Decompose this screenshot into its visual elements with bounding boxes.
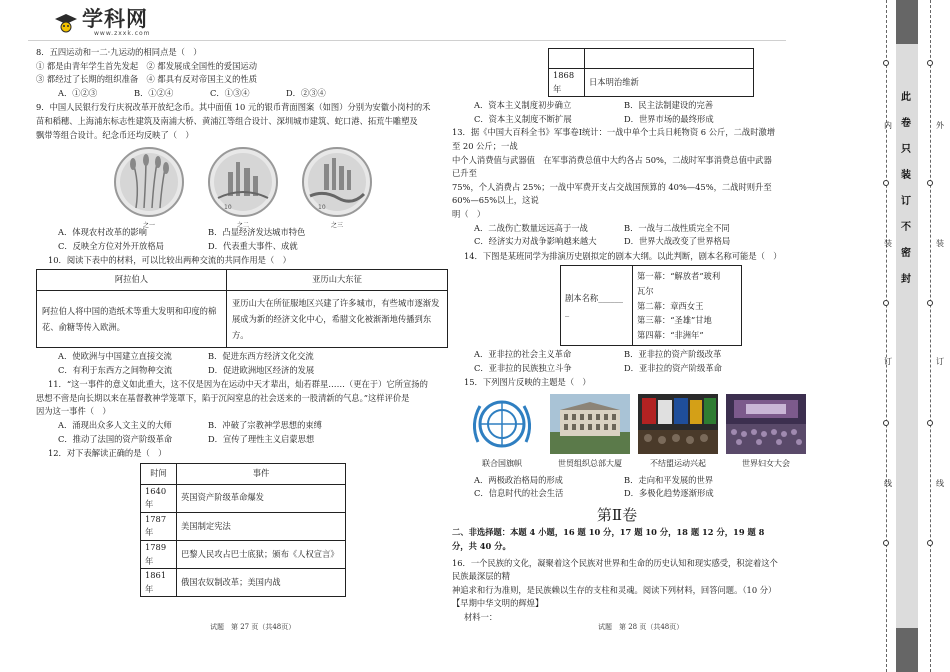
q13-option-c[interactable]: C．经济实力对战争影响越来越大	[474, 236, 597, 247]
punch-hole-marker	[927, 180, 933, 186]
q14-name-label: 剧本名称______	[565, 293, 624, 304]
q15-option-d[interactable]: D．多极化趋势逐渐形成	[624, 488, 714, 499]
outer-zhuang: 装	[936, 239, 944, 248]
q14-acts-cell	[633, 266, 742, 346]
q12-event-1: 英国资产阶级革命爆发	[177, 484, 346, 512]
question-11	[36, 378, 448, 446]
question-12	[36, 447, 448, 597]
q10-head-right: 亚历山大东征	[227, 269, 448, 290]
q13-option-d[interactable]: D．世界大战改变了世界格局	[624, 236, 731, 247]
inner-cut-line	[886, 0, 887, 672]
inner-label: 内	[884, 121, 892, 130]
q11-option-c[interactable]: C．推动了法国的资产阶级革命	[58, 433, 173, 444]
q9-stem-2: 苗和稻穗、上海浦东标志性建筑及南浦大桥、黄浦江等组合设计、深圳城市建筑、蛇口港、拓荒牛雕塑及	[36, 115, 418, 126]
part-2-title: 第Ⅱ卷	[596, 505, 638, 524]
q12-event-5: 日本明治维新	[585, 69, 754, 97]
q15-stem: 15．下列图片反映的主题是（ ）	[464, 377, 591, 388]
q13-line-2: 中个人消费值与武器值 在军事消费总值中大约各占 50%，二战时军事消费总值中武器 已升至	[452, 154, 781, 179]
q11-option-b[interactable]: B．冲破了宗教神学思想的束缚	[208, 419, 322, 430]
band-char-8: 封	[901, 274, 911, 285]
q12-table	[140, 463, 346, 598]
footer-left: 试题 第 27 页（共48页）	[210, 623, 296, 631]
q12-event-3: 巴黎人民攻占巴士底狱；颁布《人权宣言》	[177, 541, 346, 569]
part-2-description: 二、非选择题：本题 4 小题，16 题 10 分，17 题 10 分，18 题 12 分，19 题 8 分，共 40 分。	[452, 527, 765, 552]
nam-flags-image	[638, 394, 718, 454]
svg-text:10: 10	[318, 204, 326, 212]
q12-event-2: 美国制定宪法	[177, 512, 346, 540]
q8-item-2: ③ 都经过了长期的组织准备 ④ 都具有反对帝国主义的性质	[36, 74, 257, 85]
q12-table-continued	[548, 48, 754, 97]
q14-act-2: 第二幕：章西女王	[637, 300, 704, 311]
q9-stem-3: 飘带等组合设计。纪念币还均反映了（ ）	[36, 129, 194, 140]
coin-label-1: 之一	[142, 221, 155, 229]
q15-option-b[interactable]: B．走向和平发展的世界	[624, 474, 714, 485]
q12-event-4: 俄国农奴制改革；美国内战	[177, 569, 346, 597]
q12-option-a[interactable]: A．资本主义制度初步确立	[474, 100, 572, 111]
q14-act-1a: 第一幕：“解放者”玻利	[637, 271, 721, 282]
q8-option-d[interactable]: D．②③④	[286, 87, 326, 98]
q10-option-c[interactable]: C．有利于东西方之间物种交流	[58, 364, 173, 375]
women-conference-caption: 世界妇女大会	[742, 459, 790, 469]
q9-option-d[interactable]: D．代表重大事件、成就	[208, 240, 298, 251]
un-flag-caption: 联合国旗帜	[482, 459, 522, 469]
q16-line-1: 16．一个民族的文化，凝聚着这个民族对世界和生命的历史认知和现实感受，积淀着这个民族最深层的精	[452, 557, 778, 582]
q8-option-a[interactable]: A．①②③	[58, 87, 98, 98]
q10-option-a[interactable]: A．使欧洲与中国建立直接交流	[58, 350, 172, 361]
q12-time-3: 1789 年	[141, 541, 177, 569]
coin-shanghai-image	[200, 146, 286, 229]
outer-xian: 线	[936, 479, 944, 488]
q11-option-a[interactable]: A．涌现出众多人文主义的大师	[58, 419, 172, 430]
q13-option-b[interactable]: B．一战与二战性质完全不同	[624, 222, 730, 233]
q11-stem-1: 11．“这一事件的意义如此重大，这不仅是因为在运动中天才辈出，灿若群星……（更在于）它所宣扬的	[48, 379, 428, 390]
band-char-1: 此	[901, 92, 911, 103]
wto-building-image	[550, 394, 630, 454]
inner-zhuang: 装	[884, 239, 892, 248]
question-16	[452, 557, 782, 625]
q8-stem: 8．五四运动和一二·九运动的相同点是（ ）	[36, 47, 202, 57]
q15-option-a[interactable]: A．两极政治格局的形成	[474, 474, 563, 485]
q14-act-4: 第四幕：“非洲年”	[637, 329, 704, 340]
binding-band-top	[896, 0, 918, 44]
question-8	[36, 46, 448, 100]
q9-option-a[interactable]: A．体现农村改革的影响	[58, 227, 147, 238]
q11-stem-3: 因为这一事件（ ）	[36, 406, 111, 417]
q15-option-c[interactable]: C．信息时代的社会生活	[474, 488, 564, 499]
question-13	[452, 126, 782, 248]
q9-option-b[interactable]: B．凸显经济发达城市特色	[208, 227, 306, 238]
un-emblem-image	[462, 394, 542, 454]
logo	[54, 8, 151, 37]
q12-head-time: 时间	[141, 463, 177, 484]
band-char-4: 装	[901, 170, 911, 181]
q14-option-b[interactable]: B．亚非拉的资产阶级改革	[624, 349, 722, 360]
women-conference-image	[726, 394, 806, 454]
band-char-6: 不	[901, 222, 911, 233]
q12-time-1: 1640 年	[141, 484, 177, 512]
q12-options	[452, 99, 782, 126]
q14-name-tail: _	[565, 306, 570, 317]
q14-title-cell	[561, 266, 633, 346]
punch-hole-marker	[883, 420, 889, 426]
inner-xian: 线	[884, 479, 892, 488]
question-9	[36, 101, 448, 253]
q14-stem: 14．下图是某班同学为排演历史剧拟定的剧本大纲。以此判断，剧本名称可能是（ ）	[464, 250, 782, 261]
punch-hole-marker	[927, 420, 933, 426]
q10-table	[36, 269, 448, 348]
q13-line-4: 明（ ）	[452, 208, 486, 219]
q13-line-1: 13．据《中国大百科全书》军事卷Ⅰ统计：一战中单个士兵日耗物资 6 公斤，二战时激增至 20 公斤；一战	[452, 127, 776, 151]
q14-option-c[interactable]: C．亚非拉的民族独立斗争	[474, 362, 572, 373]
band-char-5: 订	[901, 196, 911, 207]
women-conference-photo	[726, 394, 806, 471]
outer-ding: 订	[936, 357, 944, 366]
q14-outline-table	[560, 265, 742, 346]
coin-rice-image	[106, 146, 192, 229]
punch-hole-marker	[883, 540, 889, 546]
q9-stem-1: 9．中国人民银行发行庆祝改革开放纪念币。其中面值 10 元的银币背面图案（如图）分别为安徽小岗村的禾	[36, 102, 431, 113]
un-flag-photo	[462, 394, 542, 471]
right-page	[452, 46, 790, 625]
coin-label-3: 之三	[330, 221, 343, 229]
q10-stem: 10．阅读下表中的材料，可以比较出两种交流的共同作用是（ ）	[48, 255, 291, 266]
q12-time-5: 1868 年	[549, 69, 585, 97]
q10-head-left: 阿拉伯人	[37, 269, 227, 290]
wto-caption: 世贸组织总部大厦	[558, 459, 622, 469]
q12-time-2: 1787 年	[141, 512, 177, 540]
binding-strip	[872, 0, 950, 672]
punch-hole-marker	[927, 540, 933, 546]
q11-option-d[interactable]: D．宣传了理性主义启蒙思想	[208, 433, 315, 444]
footer-right: 试题 第 28 页（共48页）	[598, 623, 684, 631]
q10-cell-right: 亚历山大在所征服地区兴建了许多城市，有些城市逐渐发展成为新的经济文化中心，希腊文化被渐渐地传播到东方。	[227, 290, 448, 347]
binding-band-bottom	[896, 628, 918, 672]
q13-option-a[interactable]: A．二战伤亡数量远远高于一战	[474, 222, 588, 233]
q16-line-2: 神追求和行为准则，是民族赖以生存的支柱和灵魂。阅读下列材料，回答问题。（10 分）	[452, 584, 777, 595]
punch-hole-marker	[883, 180, 889, 186]
logo-title: 学科网	[82, 7, 148, 31]
outer-cut-line	[930, 0, 931, 672]
punch-hole-marker	[927, 60, 933, 66]
q12-option-b[interactable]: B．民主法制建设的完善	[624, 100, 714, 111]
outer-label: 外	[936, 121, 944, 130]
q12-stem: 12．对下表解读正确的是（ ）	[48, 448, 167, 459]
q12-head-event: 事件	[177, 463, 346, 484]
punch-hole-marker	[927, 300, 933, 306]
punch-hole-marker	[883, 60, 889, 66]
q8-option-b[interactable]: B．①②④	[134, 87, 174, 98]
q14-option-d[interactable]: D．亚非拉的资产阶级革命	[624, 362, 722, 373]
question-14	[452, 250, 782, 376]
nam-caption: 不结盟运动兴起	[650, 459, 706, 469]
q16-subtitle: 【早期中华文明的辉煌】	[452, 598, 544, 609]
band-char-7: 密	[901, 248, 911, 259]
q14-act-1b: 瓦尔	[637, 285, 654, 296]
wto-photo	[550, 394, 630, 471]
inner-ding: 订	[884, 357, 892, 366]
q10-option-b[interactable]: B．促进东西方经济文化交流	[208, 350, 314, 361]
q14-act-3: 第三幕：“圣雄”甘地	[637, 315, 712, 326]
left-page	[36, 46, 448, 598]
q8-item-1: ① 都是由青年学生首先发起 ② 都发展成全国性的爱国运动	[36, 60, 257, 71]
nam-photo	[638, 394, 718, 471]
coin-label-2: 之二	[236, 221, 249, 229]
q12-option-c[interactable]: C．资本主义制度不断扩展	[474, 113, 572, 124]
q13-line-3: 75%，个人消费占 25%；一战中军费开支占交战国预算的 40%—45%，二战时则升至 60%—65%以上，这说	[452, 181, 772, 206]
graduation-cap-icon	[54, 12, 78, 34]
band-char-3: 只	[901, 144, 911, 155]
q8-option-c[interactable]: C．①③④	[210, 87, 250, 98]
q9-option-c[interactable]: C．反映全方位对外开放格局	[58, 240, 164, 251]
coin-images	[106, 146, 448, 229]
q10-option-d[interactable]: D．促进欧洲地区经济的发展	[208, 364, 315, 375]
coin-shenzhen-image	[294, 146, 380, 229]
band-char-2: 卷	[901, 118, 911, 129]
q10-cell-left: 阿拉伯人将中国的造纸术等重大发明和印度的棉花、俞糖等传入欧洲。	[37, 290, 227, 347]
q16-material-label: 材料一：	[464, 612, 498, 622]
q11-stem-2: 思想不啻是向长期以来在基督教神学笼罩下，陷于沉闷窒息的社会送来的一股清新的气息。”这样评价是	[36, 392, 410, 403]
q12-time-4: 1861 年	[141, 569, 177, 597]
q14-option-a[interactable]: A．亚非拉的社会主义革命	[474, 349, 572, 360]
q15-photos	[462, 394, 790, 471]
logo-url: www.zxxk.com	[94, 30, 151, 37]
q12-option-d[interactable]: D．世界市场的最终形成	[624, 113, 714, 124]
svg-text:10: 10	[224, 204, 232, 212]
punch-hole-marker	[883, 300, 889, 306]
question-15	[452, 376, 790, 500]
question-10	[36, 254, 448, 377]
